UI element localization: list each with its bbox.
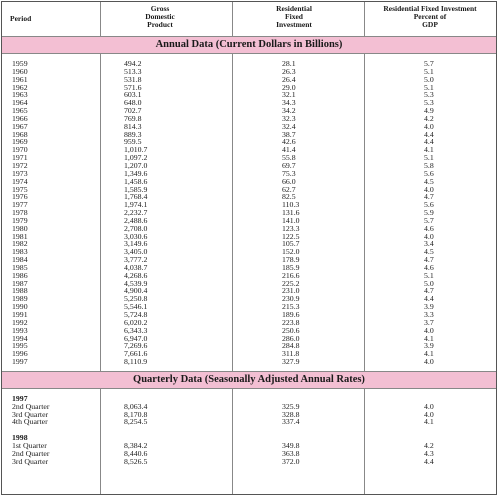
percent-cell: 3.9 — [424, 341, 434, 351]
period-cell: 1959 — [12, 59, 28, 68]
gdp-cell: 6,343.3 — [124, 325, 148, 335]
percent-cell: 5.7 — [424, 59, 434, 68]
gdp-cell: 8,526.5 — [124, 456, 148, 466]
residential-cell: 349.8 — [282, 441, 300, 451]
gdp-cell: 1,458.6 — [124, 176, 148, 186]
period-cell: 1984 — [12, 255, 28, 265]
table-row — [2, 287, 496, 295]
residential-cell: 215.3 — [282, 302, 300, 312]
period-cell: 1983 — [12, 247, 28, 257]
percent-cell: 4.5 — [424, 176, 434, 186]
table-row — [2, 418, 496, 426]
percent-cell: 4.1 — [424, 333, 434, 343]
residential-cell: 32.3 — [282, 113, 296, 123]
header-gdp: Gross Domestic Product — [145, 4, 175, 29]
table-row — [2, 256, 496, 264]
period-cell: 1973 — [12, 168, 28, 178]
gdp-cell: 4,268.6 — [124, 270, 148, 280]
period-cell: 1968 — [12, 129, 28, 139]
percent-cell: 4.4 — [424, 137, 434, 147]
percent-cell: 4.4 — [424, 456, 434, 466]
table-row — [2, 193, 496, 201]
percent-cell: 3.4 — [424, 239, 434, 249]
residential-cell: 29.0 — [282, 82, 296, 92]
residential-cell: 41.4 — [282, 145, 296, 155]
gdp-cell: 1,768.4 — [124, 192, 148, 202]
percent-cell: 5.1 — [424, 153, 434, 163]
residential-cell: 26.4 — [282, 74, 296, 84]
table-row — [2, 107, 496, 115]
header-residential-investment: Residential Fixed Investment — [276, 4, 312, 29]
percent-cell: 5.6 — [424, 168, 434, 178]
percent-cell: 4.2 — [424, 113, 434, 123]
gdp-cell: 7,661.6 — [124, 349, 148, 359]
gdp-cell: 6,947.0 — [124, 333, 148, 343]
period-cell: 1976 — [12, 192, 28, 202]
residential-cell: 26.3 — [282, 66, 296, 76]
table-row — [2, 217, 496, 225]
percent-cell: 5.3 — [424, 98, 434, 108]
period-cell: 3rd Quarter — [12, 409, 49, 419]
percent-cell: 5.0 — [424, 278, 434, 288]
table-row — [2, 233, 496, 241]
residential-cell: 189.6 — [282, 310, 300, 319]
period-cell: 1979 — [12, 215, 28, 225]
residential-cell: 231.0 — [282, 286, 300, 296]
table-row — [2, 115, 496, 123]
residential-cell: 152.0 — [282, 247, 300, 257]
residential-cell: 131.6 — [282, 208, 300, 218]
table-row — [2, 99, 496, 107]
gdp-cell: 8,110.9 — [124, 357, 148, 367]
percent-cell: 4.6 — [424, 262, 434, 272]
gdp-cell: 2,232.7 — [124, 208, 148, 218]
period-cell: 1996 — [12, 349, 28, 359]
header-percent-gdp: Residential Fixed Investment Percent of GDP — [383, 4, 477, 29]
period-cell: 1985 — [12, 262, 28, 272]
period-cell: 4th Quarter — [12, 417, 48, 427]
gdp-cell: 513.3 — [124, 66, 142, 76]
table-row — [2, 84, 496, 92]
table-header — [2, 2, 496, 36]
table-row — [2, 311, 496, 319]
residential-cell: 28.1 — [282, 59, 296, 68]
quarter-year-label — [2, 434, 496, 442]
period-cell: 1967 — [12, 121, 28, 131]
table-row — [2, 280, 496, 288]
residential-cell: 225.2 — [282, 278, 300, 288]
table-row — [2, 264, 496, 272]
table-row — [2, 123, 496, 131]
period-cell: 1992 — [12, 317, 28, 327]
period-cell: 1966 — [12, 113, 28, 123]
period-cell: 1960 — [12, 66, 28, 76]
percent-cell: 3.9 — [424, 302, 434, 312]
header-period: Period — [10, 14, 32, 23]
period-cell: 2nd Quarter — [12, 448, 50, 458]
gdp-cell: 1,097.2 — [124, 153, 148, 163]
gdp-cell: 4,539.9 — [124, 278, 148, 288]
gdp-cell: 1,010.7 — [124, 145, 148, 155]
residential-cell: 75.3 — [282, 168, 296, 178]
residential-cell: 141.0 — [282, 215, 300, 225]
gdp-cell: 2,708.0 — [124, 223, 148, 233]
percent-cell: 5.8 — [424, 160, 434, 170]
table-row — [2, 178, 496, 186]
residential-cell: 66.0 — [282, 176, 296, 186]
gdp-cell: 5,250.8 — [124, 294, 148, 304]
period-cell: 1982 — [12, 239, 28, 249]
percent-cell: 5.1 — [424, 82, 434, 92]
quarterly-rows — [2, 389, 496, 466]
gdp-cell: 531.8 — [124, 74, 142, 84]
gdp-cell: 8,170.8 — [124, 409, 148, 419]
period-cell: 3rd Quarter — [12, 456, 49, 466]
period-cell: 1987 — [12, 278, 28, 288]
percent-cell: 5.1 — [424, 66, 434, 76]
period-cell: 1975 — [12, 184, 28, 194]
gdp-cell: 1,349.6 — [124, 168, 148, 178]
percent-cell: 4.4 — [424, 129, 434, 139]
residential-cell: 32.4 — [282, 121, 296, 131]
table-row — [2, 154, 496, 162]
percent-cell: 4.7 — [424, 255, 434, 265]
table-row — [2, 458, 496, 466]
period-cell: 1965 — [12, 106, 28, 116]
table-row — [2, 450, 496, 458]
gdp-cell: 4,038.7 — [124, 262, 148, 272]
residential-cell: 363.8 — [282, 448, 300, 458]
period-cell: 1986 — [12, 270, 28, 280]
period-cell: 1963 — [12, 90, 28, 100]
gdp-cell: 814.3 — [124, 121, 142, 131]
residential-cell: 286.0 — [282, 333, 300, 343]
percent-cell: 4.1 — [424, 349, 434, 359]
table-row — [2, 442, 496, 450]
gdp-cell: 648.0 — [124, 98, 142, 108]
period-cell: 1970 — [12, 145, 28, 155]
residential-cell: 328.8 — [282, 409, 300, 419]
residential-cell: 34.2 — [282, 106, 296, 116]
period-cell: 1964 — [12, 98, 28, 108]
period-cell: 1971 — [12, 153, 28, 163]
gdp-cell: 3,030.6 — [124, 231, 148, 241]
gdp-cell: 8,440.6 — [124, 448, 148, 458]
table-row — [2, 342, 496, 350]
annual-rows — [2, 54, 496, 371]
table-row — [2, 68, 496, 76]
residential-cell: 327.9 — [282, 357, 300, 367]
period-cell: 1st Quarter — [12, 441, 47, 451]
percent-cell: 5.6 — [424, 200, 434, 210]
gdp-cell: 5,724.8 — [124, 310, 148, 319]
table-row — [2, 60, 496, 68]
quarterly-section-title: Quarterly Data (Seasonally Adjusted Annual Rates) — [2, 371, 496, 389]
gdp-cell: 3,777.2 — [124, 255, 148, 265]
gdp-cell: 571.6 — [124, 82, 142, 92]
residential-cell: 284.8 — [282, 341, 300, 351]
table-row — [2, 91, 496, 99]
table-row — [2, 162, 496, 170]
period-cell: 1962 — [12, 82, 28, 92]
annual-section-title: Annual Data (Current Dollars in Billions) — [2, 36, 496, 54]
quarter-year-label — [2, 395, 496, 403]
residential-cell: 34.3 — [282, 98, 296, 108]
percent-cell: 5.9 — [424, 208, 434, 218]
percent-cell: 4.0 — [424, 325, 434, 335]
period-cell: 1969 — [12, 137, 28, 147]
percent-cell: 4.7 — [424, 192, 434, 202]
percent-cell: 4.0 — [424, 184, 434, 194]
period-cell: 1977 — [12, 200, 28, 210]
residential-cell: 69.7 — [282, 160, 296, 170]
residential-cell: 250.6 — [282, 325, 300, 335]
period-cell: 1961 — [12, 74, 28, 84]
percent-cell: 4.9 — [424, 106, 434, 116]
residential-cell: 178.9 — [282, 255, 300, 265]
period-cell: 1972 — [12, 160, 28, 170]
table-row — [2, 201, 496, 209]
gdp-cell: 769.8 — [124, 113, 142, 123]
period-cell: 1997 — [12, 357, 28, 367]
percent-cell: 4.1 — [424, 417, 434, 427]
percent-cell: 3.3 — [424, 310, 434, 319]
period-cell: 1978 — [12, 208, 28, 218]
table-row — [2, 186, 496, 194]
table-row — [2, 131, 496, 139]
residential-cell: 42.6 — [282, 137, 296, 147]
period-cell: 1974 — [12, 176, 28, 186]
table-row — [2, 411, 496, 419]
residential-cell: 55.8 — [282, 153, 296, 163]
table-row — [2, 303, 496, 311]
residential-cell: 62.7 — [282, 184, 296, 194]
period-cell: 1990 — [12, 302, 28, 312]
table-row — [2, 138, 496, 146]
table-row — [2, 209, 496, 217]
gdp-cell: 8,254.5 — [124, 417, 148, 427]
percent-cell: 4.3 — [424, 448, 434, 458]
residential-cell: 185.9 — [282, 262, 300, 272]
percent-cell: 4.6 — [424, 223, 434, 233]
gdp-cell: 2,488.6 — [124, 215, 148, 225]
period-cell: 1980 — [12, 223, 28, 233]
period-cell: 1993 — [12, 325, 28, 335]
period-cell: 1995 — [12, 341, 28, 351]
gdp-cell: 1,974.1 — [124, 200, 148, 210]
gdp-cell: 702.7 — [124, 106, 142, 116]
table-row — [2, 76, 496, 84]
residential-cell: 337.4 — [282, 417, 300, 427]
gdp-cell: 1,207.0 — [124, 160, 148, 170]
table-row — [2, 358, 496, 366]
residential-cell: 32.1 — [282, 90, 296, 100]
table-row — [2, 248, 496, 256]
residential-cell: 123.3 — [282, 223, 300, 233]
gdp-cell: 7,269.6 — [124, 341, 148, 351]
gdp-cell: 8,063.4 — [124, 401, 148, 411]
gdp-cell: 6,020.2 — [124, 317, 148, 327]
gdp-cell: 8,384.2 — [124, 441, 148, 451]
residential-cell: 38.7 — [282, 129, 296, 139]
gdp-cell: 4,900.4 — [124, 286, 148, 296]
table-row — [2, 146, 496, 154]
gdp-cell: 603.1 — [124, 90, 142, 100]
table-page — [1, 1, 497, 495]
percent-cell: 5.7 — [424, 215, 434, 225]
residential-cell: 372.0 — [282, 456, 300, 466]
gdp-cell: 889.3 — [124, 129, 142, 139]
table-row — [2, 272, 496, 280]
period-cell: 1991 — [12, 310, 28, 319]
percent-cell: 5.3 — [424, 90, 434, 100]
percent-cell: 4.5 — [424, 247, 434, 257]
percent-cell: 5.1 — [424, 270, 434, 280]
percent-cell: 5.0 — [424, 74, 434, 84]
year-cell: 1997 — [12, 393, 28, 403]
percent-cell: 4.4 — [424, 294, 434, 304]
residential-cell: 216.6 — [282, 270, 300, 280]
table-row — [2, 225, 496, 233]
year-cell: 1998 — [12, 433, 28, 443]
table-row — [2, 170, 496, 178]
table-row — [2, 295, 496, 303]
period-cell: 2nd Quarter — [12, 401, 50, 411]
residential-cell: 325.9 — [282, 401, 300, 411]
period-cell: 1988 — [12, 286, 28, 296]
residential-cell: 122.5 — [282, 231, 300, 241]
gdp-cell: 3,405.0 — [124, 247, 148, 257]
residential-cell: 223.8 — [282, 317, 300, 327]
percent-cell: 4.1 — [424, 145, 434, 155]
period-cell: 1994 — [12, 333, 28, 343]
percent-cell: 4.2 — [424, 441, 434, 451]
gdp-cell: 494.2 — [124, 59, 142, 68]
percent-cell: 4.0 — [424, 231, 434, 241]
gdp-cell: 959.5 — [124, 137, 142, 147]
gdp-cell: 5,546.1 — [124, 302, 148, 312]
period-cell: 1981 — [12, 231, 28, 241]
residential-cell: 230.9 — [282, 294, 300, 304]
percent-cell: 4.0 — [424, 357, 434, 367]
percent-cell: 4.0 — [424, 401, 434, 411]
period-cell: 1989 — [12, 294, 28, 304]
table-row — [2, 327, 496, 335]
table-row — [2, 403, 496, 411]
residential-cell: 105.7 — [282, 239, 300, 249]
percent-cell: 3.7 — [424, 317, 434, 327]
percent-cell: 4.7 — [424, 286, 434, 296]
table-row — [2, 319, 496, 327]
residential-cell: 110.3 — [282, 200, 300, 210]
residential-cell: 82.5 — [282, 192, 296, 202]
percent-cell: 4.0 — [424, 121, 434, 131]
table-row — [2, 335, 496, 343]
table-row — [2, 350, 496, 358]
group-spacer — [2, 426, 496, 434]
gdp-cell: 3,149.6 — [124, 239, 148, 249]
gdp-cell: 1,585.9 — [124, 184, 148, 194]
table-row — [2, 240, 496, 248]
percent-cell: 4.0 — [424, 409, 434, 419]
residential-cell: 311.8 — [282, 349, 300, 359]
